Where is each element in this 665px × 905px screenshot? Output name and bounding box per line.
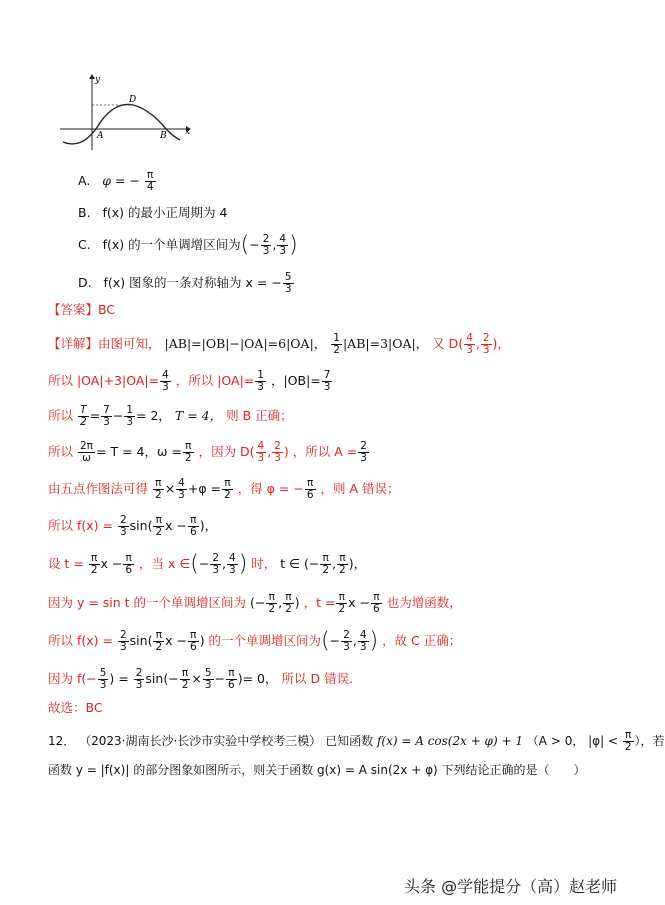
solution-line-11: 故选：BC [48, 700, 103, 715]
solution-line-4: 所以 $\frac{2\pi}{\omega}$ = T = 4，ω = $\frac{\pi}{2}$ ，因为 D( $\frac{4}{3}$ , $\frac{2}{3}$ ) ，所以 A = $\frac{2}{3}$ [48, 440, 367, 464]
label-A: A [97, 131, 104, 141]
question-12-line-1: 12． （2023·湖南长沙·长沙市实验中学校考三模） 已知函数 f(x) = A cos(2x + φ) + 1 （A > 0， |φ| < $\frac{\pi}{2}$ ），若 [48, 729, 665, 753]
solution-line-1: 【详解】由图可知， |AB|=|OB|−|OA|=6|OA|， $\frac{1}{2}$ |AB|=3|OA|， 又 D( $\frac{4}{3}$ , $\frac{2}{3}$ )， [48, 332, 510, 356]
label-D: D [129, 95, 137, 105]
label-x: x [185, 127, 191, 137]
y-axis [89, 74, 95, 150]
option-d: D. f(x) 图象的一条对称轴为 x = − $\frac{5}{3}$ [78, 271, 292, 295]
x-axis [60, 126, 191, 132]
option-b: B. f(x) 的最小正周期为 4 [78, 205, 228, 220]
option-a: A. φ = − $\frac{\pi}{4}$ [78, 169, 154, 193]
watermark: 头条 @学能提分（高）赵老师 [404, 877, 618, 896]
solution-line-8: 因为 y = sin t 的一个单调增区间为 (− $\frac{\pi}{2}$ , $\frac{\pi}{2}$ ) ，t = $\frac{\pi}{2}$ x − $\frac{\pi}{6}$ 也为增函数， [48, 591, 462, 615]
label-y: y [95, 75, 101, 85]
answer-line: 【答案】BC [48, 302, 116, 317]
solution-line-2: 所以 |OA|+3|OA|= $\frac{4}{3}$ ，所以 |OA|= $\frac{1}{3}$ ，|OB|= $\frac{7}{3}$ [48, 369, 331, 393]
solution-line-7: 设 t = $\frac{\pi}{2}$ x − $\frac{\pi}{6}$ ，当 x ∈(− $\frac{2}{3}$ , $\frac{4}{3}$ ) 时， t ∈ (− $\frac{\pi}{2}$ , $\frac{\pi}{2}$ )， [48, 551, 367, 577]
solution-line-6: 所以 f(x) = $\frac{2}{3}$ sin( $\frac{\pi}{2}$ x − $\frac{\pi}{6}$ )， [48, 514, 218, 538]
question-12-line-2: 函数 y = |f(x)| 的部分图象如图所示，则关于函数 g(x) = A sin(2x + φ) 下列结论正确的是（ ） [48, 763, 586, 777]
solution-line-5: 由五点作图法可得 $\frac{\pi}{2}$ × $\frac{4}{3}$ +φ = $\frac{\pi}{2}$ ，得 φ = − $\frac{\pi}{6}$ ，则 A 错误； [48, 477, 400, 501]
function-graph [58, 72, 198, 152]
option-c: C. f(x) 的一个单调增区间为(− $\frac{2}{3}$ , $\frac{4}{3}$ ) [78, 232, 298, 258]
solution-line-9: 所以 f(x) = $\frac{2}{3}$ sin( $\frac{\pi}{2}$ x − $\frac{\pi}{6}$ ) 的一个单调增区间为(− $\frac{2}{3}$ , $\frac{4}{3}$ ) ，故 C 正确； [48, 628, 462, 654]
solution-line-10: 因为 f(− $\frac{5}{3}$ ) = $\frac{2}{3}$ sin(− $\frac{\pi}{2}$ × $\frac{5}{3}$ − $\frac{\pi}{6}$ )= 0， 所以 D 错误. [48, 667, 354, 691]
solution-line-3: 所以 $\frac{T}{2}$ = $\frac{7}{3}$ − $\frac{1}{3}$ = 2， T = 4， 则 B 正确； [48, 404, 293, 428]
label-B: B [160, 131, 167, 141]
